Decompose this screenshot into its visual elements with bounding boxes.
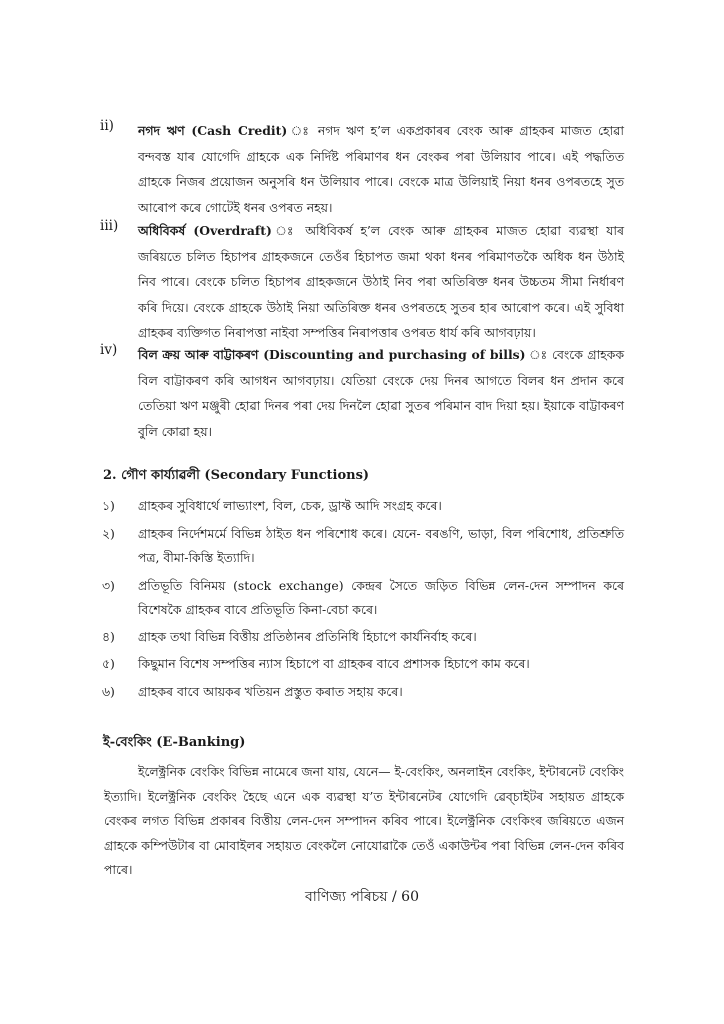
list-number: ৬) — [102, 684, 115, 699]
list-item-cash-credit — [100, 118, 624, 220]
list-item-discounting-bills — [100, 342, 625, 444]
item-number: iii) — [100, 218, 119, 234]
secondary-list-item — [104, 652, 624, 676]
item-body — [138, 118, 624, 220]
e-banking-paragraph: ইলেক্ট্ৰনিক বেংকিং বিভিন্ন নামেৰে জনা যায়, যেনে— ই-বেংকিং, অনলাইন বেংকিং, ইন্টাৰনেট বেংকিং ইত্যাদি। ইলেক্ট্ৰনিক বেংকিং হৈছে এনে এক ব্যৱস্থা য’ত ইন্টাৰনেটৰ যোগেদি ৱেব্‌চাইটৰ সহায়ত গ্ৰাহকে বেংকৰ লগত বিভিন্ন প্ৰকাৰৰ বিত্তীয় লেন-দেন সম্পাদন কৰিব পাৰে। ইলেক্ট্ৰনিক বেংকিংৰ জৰিয়তে এজন গ্ৰাহকে কম্পিউটাৰ বা মোবাইলৰ সহায়ত বেংকলৈ নোযোৱাকৈ তেওঁ একাউন্টৰ পৰা বিভিন্ন লেন-দেন কৰিব পাৰে। — [104, 764, 624, 877]
list-text: প্ৰতিভূতি বিনিময় (stock exchange) কেন্দ্ৰৰ সৈতে জড়িত বিভিন্ন লেন-দেন সম্পাদন কৰে বিশেষকৈ গ্ৰাহকৰ বাবে প্ৰতিভূতি কিনা-বেচা কৰে। — [138, 578, 624, 617]
item-title: নগদ ঋণ (Cash Credit) — [138, 123, 288, 138]
section-heading-e-banking: ই-বেংকিং (E-Banking) — [103, 735, 246, 750]
secondary-list-item — [104, 494, 624, 518]
item-separator: ঃ — [287, 123, 318, 138]
section-heading-secondary-functions: 2. গৌণ কাৰ্য্যাৱলী (Secondary Functions) — [103, 468, 370, 483]
item-text: অধিবিকৰ্ষ হ’ল বেংক আৰু গ্ৰাহকৰ মাজত হোৱা ব্যৱস্থা যাৰ জৰিয়তে চলিত হিচাপৰ গ্ৰাহকজনে তেওঁৰ হিচাপত জমা থকা ধনৰ পৰিমাণতকৈ অধিক ধন উঠাই নিব পাৰে। বেংকে চলিত হিচাপৰ গ্ৰাহকজনে উঠাই নিব পৰা অতিৰিক্ত ধনৰ উচ্চতম সীমা নিৰ্ধাৰণ কৰি দিয়ে। বেংকে গ্ৰাহকে উঠাই নিয়া অতিৰিক্ত ধনৰ ওপৰতহে সুতৰ হাৰ আৰোপ কৰে। এই সুবিধা গ্ৰাহকৰ ব্যক্তিগত নিৰাপত্তা নাইবা সম্পত্তিৰ নিৰাপত্তাৰ ওপৰত ধাৰ্য কৰি আগবঢ়ায়। — [138, 223, 624, 340]
secondary-list-item — [104, 574, 624, 621]
item-body — [138, 218, 624, 346]
secondary-list-item — [104, 522, 624, 569]
list-number: ২) — [102, 526, 115, 541]
item-text: বেংকে গ্ৰাহকক বিল বাট্টাকৰণ কৰি আগধন আগবঢ়ায়। যেতিয়া বেংকে দেয় দিনৰ আগতে বিলৰ ধন প্ৰদান কৰে তেতিয়া ঋণ মঞ্জুৰী হোৱা দিনৰ পৰা দেয় দিনলৈ হোৱা সুতৰ পৰিমান বাদ দিয়া হয়। ইয়াকে বাট্টাকৰণ বুলি কোৱা হয়। — [138, 347, 625, 439]
secondary-list-item — [104, 625, 624, 649]
list-number: ৩) — [102, 578, 115, 593]
list-text: গ্ৰাহকৰ নিৰ্দেশমৰ্মে বিভিন্ন ঠাইত ধন পৰিশোধ কৰে। যেনে- বৰঙণি, ভাড়া, বিল পৰিশোধ, প্ৰতিশ্ৰুতি পত্ৰ, বীমা-কিস্তি ইত্যাদি। — [138, 526, 624, 565]
item-body — [138, 342, 624, 444]
item-separator: ঃ — [525, 347, 552, 362]
list-text: গ্ৰাহকৰ সুবিধাৰ্থে লাভ্যাংশ, বিল, চেক, ড্ৰাফ্ট আদি সংগ্ৰহ কৰে। — [138, 498, 442, 513]
item-number: iv) — [100, 342, 118, 358]
list-number: ৫) — [102, 656, 115, 671]
item-title: বিল ক্ৰয় আৰু বাট্টাকৰণ (Discounting and purchasing of bills) — [138, 347, 526, 362]
secondary-list-item — [104, 680, 624, 704]
list-text: গ্ৰাহকৰ বাবে আয়কৰ খতিয়ন প্ৰস্তুত কৰাত সহায় কৰে। — [138, 684, 403, 699]
item-text: নগদ ঋণ হ’ল একপ্ৰকাৰৰ বেংক আৰু গ্ৰাহকৰ মাজত হোৱা বন্দবস্ত যাৰ যোগেদি গ্ৰাহকে এক নিৰ্দিষ্ট পৰিমাণৰ ধন বেংকৰ পৰা উলিয়াব পাৰে। এই পদ্ধতিত গ্ৰাহকে নিজৰ প্ৰয়োজন অনুসৰি ধন উলিয়াব পাৰে। বেংকে মাত্ৰ উলিয়াই নিয়া ধনৰ ওপৰতহে সুত আৰোপ কৰে গোটেই ধনৰ ওপৰত নহয়। — [138, 123, 624, 215]
item-number: ii) — [100, 118, 114, 134]
item-separator: ঃ — [271, 223, 306, 238]
item-title: অধিবিকৰ্ষ (Overdraft) — [138, 223, 272, 238]
list-number: ১) — [102, 498, 115, 513]
list-item-overdraft — [100, 218, 624, 346]
list-text: গ্ৰাহক তথা বিভিন্ন বিত্তীয় প্ৰতিষ্ঠানৰ প্ৰতিনিধি হিচাপে কাৰ্যনিৰ্বাহ কৰে। — [138, 629, 477, 644]
list-number: ৪) — [102, 629, 115, 644]
list-text: কিছুমান বিশেষ সম্পত্তিৰ ন্যাস হিচাপে বা গ্ৰাহকৰ বাবে প্ৰশাসক হিচাপে কাম কৰে। — [138, 656, 530, 671]
page-footer: বাণিজ্য পৰিচয় / 60 — [305, 889, 419, 905]
